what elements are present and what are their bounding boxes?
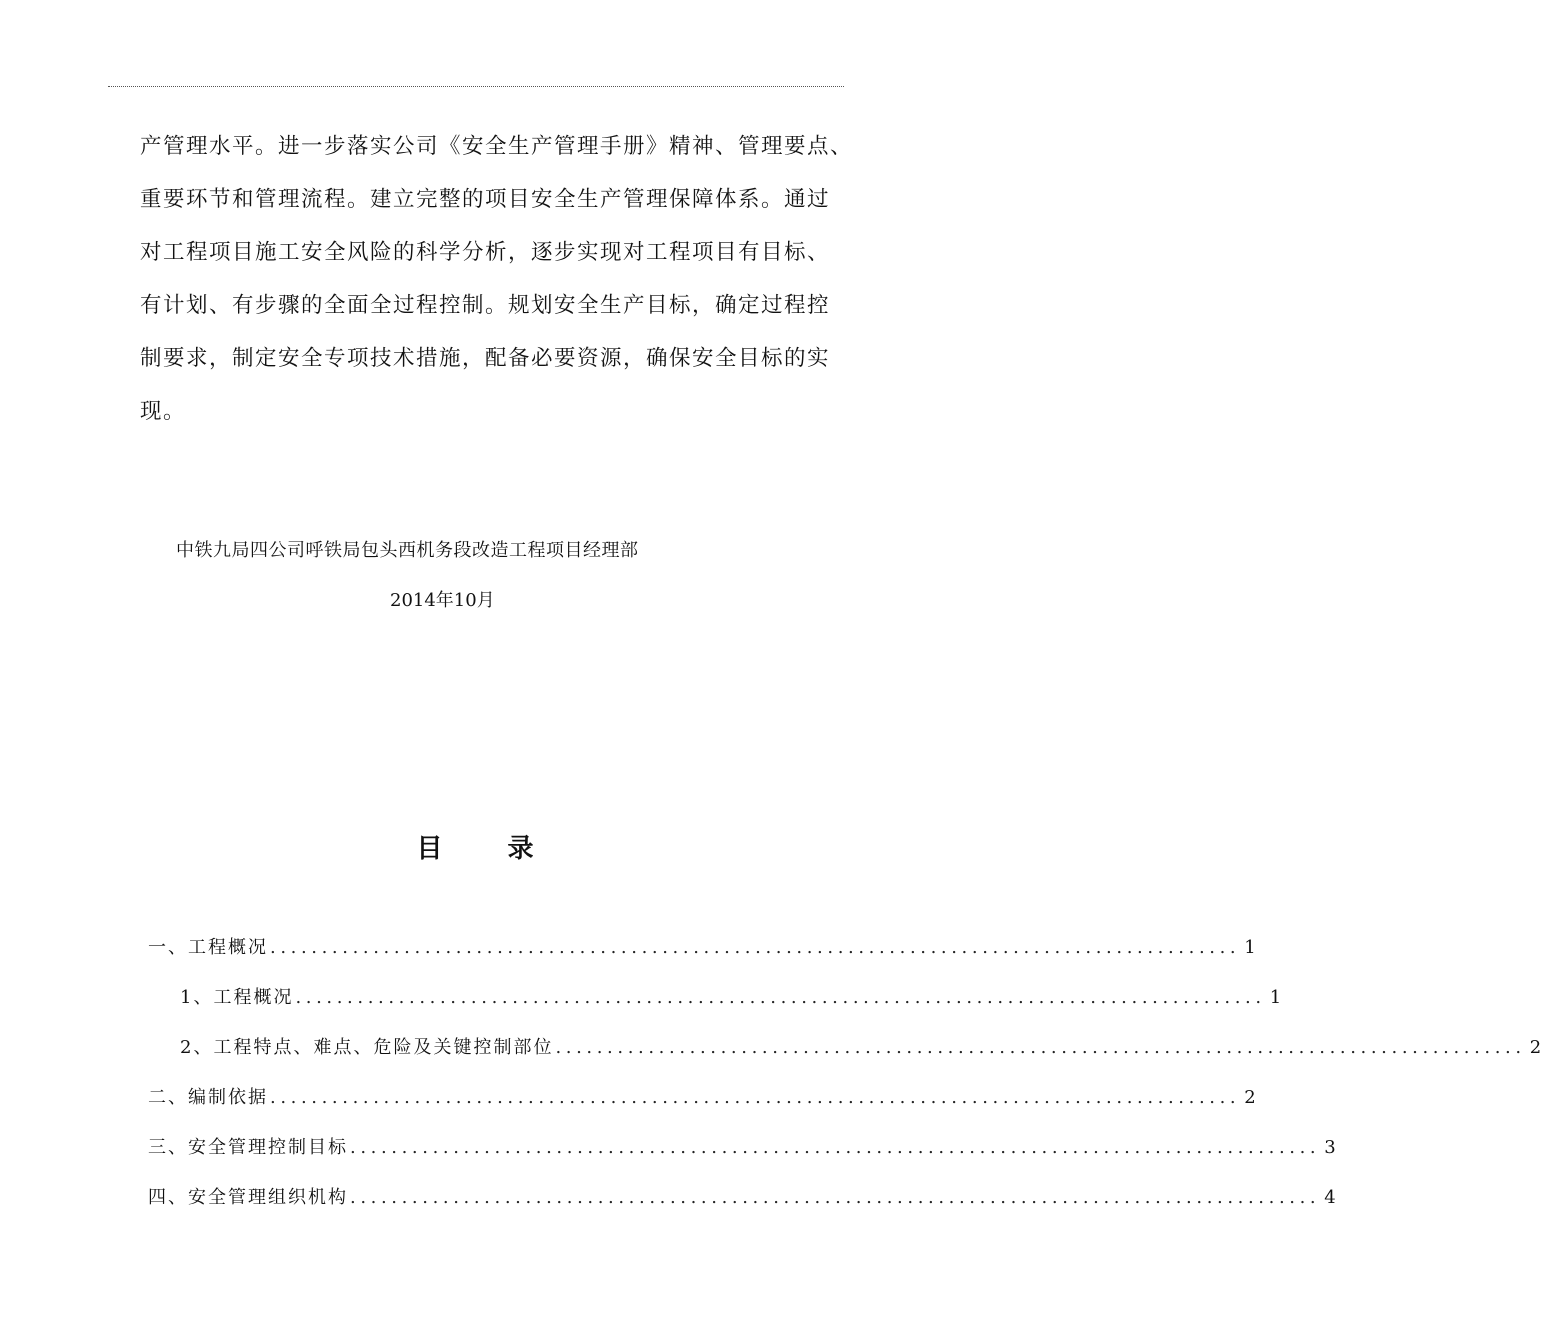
paragraph-line: 有计划、有步骤的全面全过程控制。规划安全生产目标，确定过程控 [140, 293, 831, 318]
paragraph-line: 对工程项目施工安全风险的科学分析，逐步实现对工程项目有目标、 [140, 240, 831, 265]
toc-page-number: 4 [1324, 1187, 1336, 1208]
paragraph-line: 现。 [140, 399, 187, 424]
toc-entry[interactable] [148, 1086, 1256, 1110]
toc-title: 目 录 [416, 834, 562, 864]
toc-entry[interactable] [148, 936, 1256, 960]
paragraph-line: 制要求，制定安全专项技术措施，配备必要资源，确保安全目标的实 [140, 346, 831, 371]
toc-dot-leader: .............................................................................................. [555, 1037, 1526, 1058]
toc-dot-leader: .............................................................................................. [295, 987, 1266, 1008]
toc-page-number: 1 [1244, 937, 1256, 958]
body-paragraph [140, 120, 854, 438]
header-dotted-rule [108, 86, 844, 87]
toc-page-number: 3 [1324, 1137, 1336, 1158]
toc-dot-leader: .............................................................................................. [270, 1087, 1241, 1108]
toc-dot-leader: .............................................................................................. [350, 1187, 1321, 1208]
toc-dot-leader: .............................................................................................. [350, 1137, 1321, 1158]
toc-entry[interactable] [148, 1136, 1336, 1160]
toc-dot-leader: .............................................................................................. [270, 937, 1241, 958]
paragraph-line: 重要环节和管理流程。建立完整的项目安全生产管理保障体系。通过 [140, 187, 831, 212]
signoff-organization: 中铁九局四公司呼铁局包头西机务段改造工程项目经理部 [176, 540, 639, 561]
toc-entry-text: 三、安全管理控制目标 [148, 1137, 348, 1158]
toc-entry[interactable] [148, 1186, 1336, 1210]
signoff-date: 2014年10月 [390, 590, 495, 611]
toc-page-number: 1 [1269, 987, 1282, 1008]
toc-entry-text: 二、编制依据 [148, 1087, 268, 1108]
toc-page-number: 2 [1529, 1037, 1541, 1058]
toc-entry-text: 四、安全管理组织机构 [148, 1187, 348, 1208]
toc-entry[interactable] [180, 1036, 1541, 1060]
toc-entry-text: 1、工程概况 [180, 987, 294, 1008]
toc-entry-text: 2、工程特点、难点、危险及关键控制部位 [180, 1037, 554, 1058]
paragraph-line: 产管理水平。进一步落实公司《安全生产管理手册》精神、管理要点、 [140, 134, 854, 159]
toc-entry-text: 一、工程概况 [148, 937, 268, 958]
toc-page-number: 2 [1244, 1087, 1256, 1108]
toc-entry[interactable] [180, 986, 1282, 1010]
